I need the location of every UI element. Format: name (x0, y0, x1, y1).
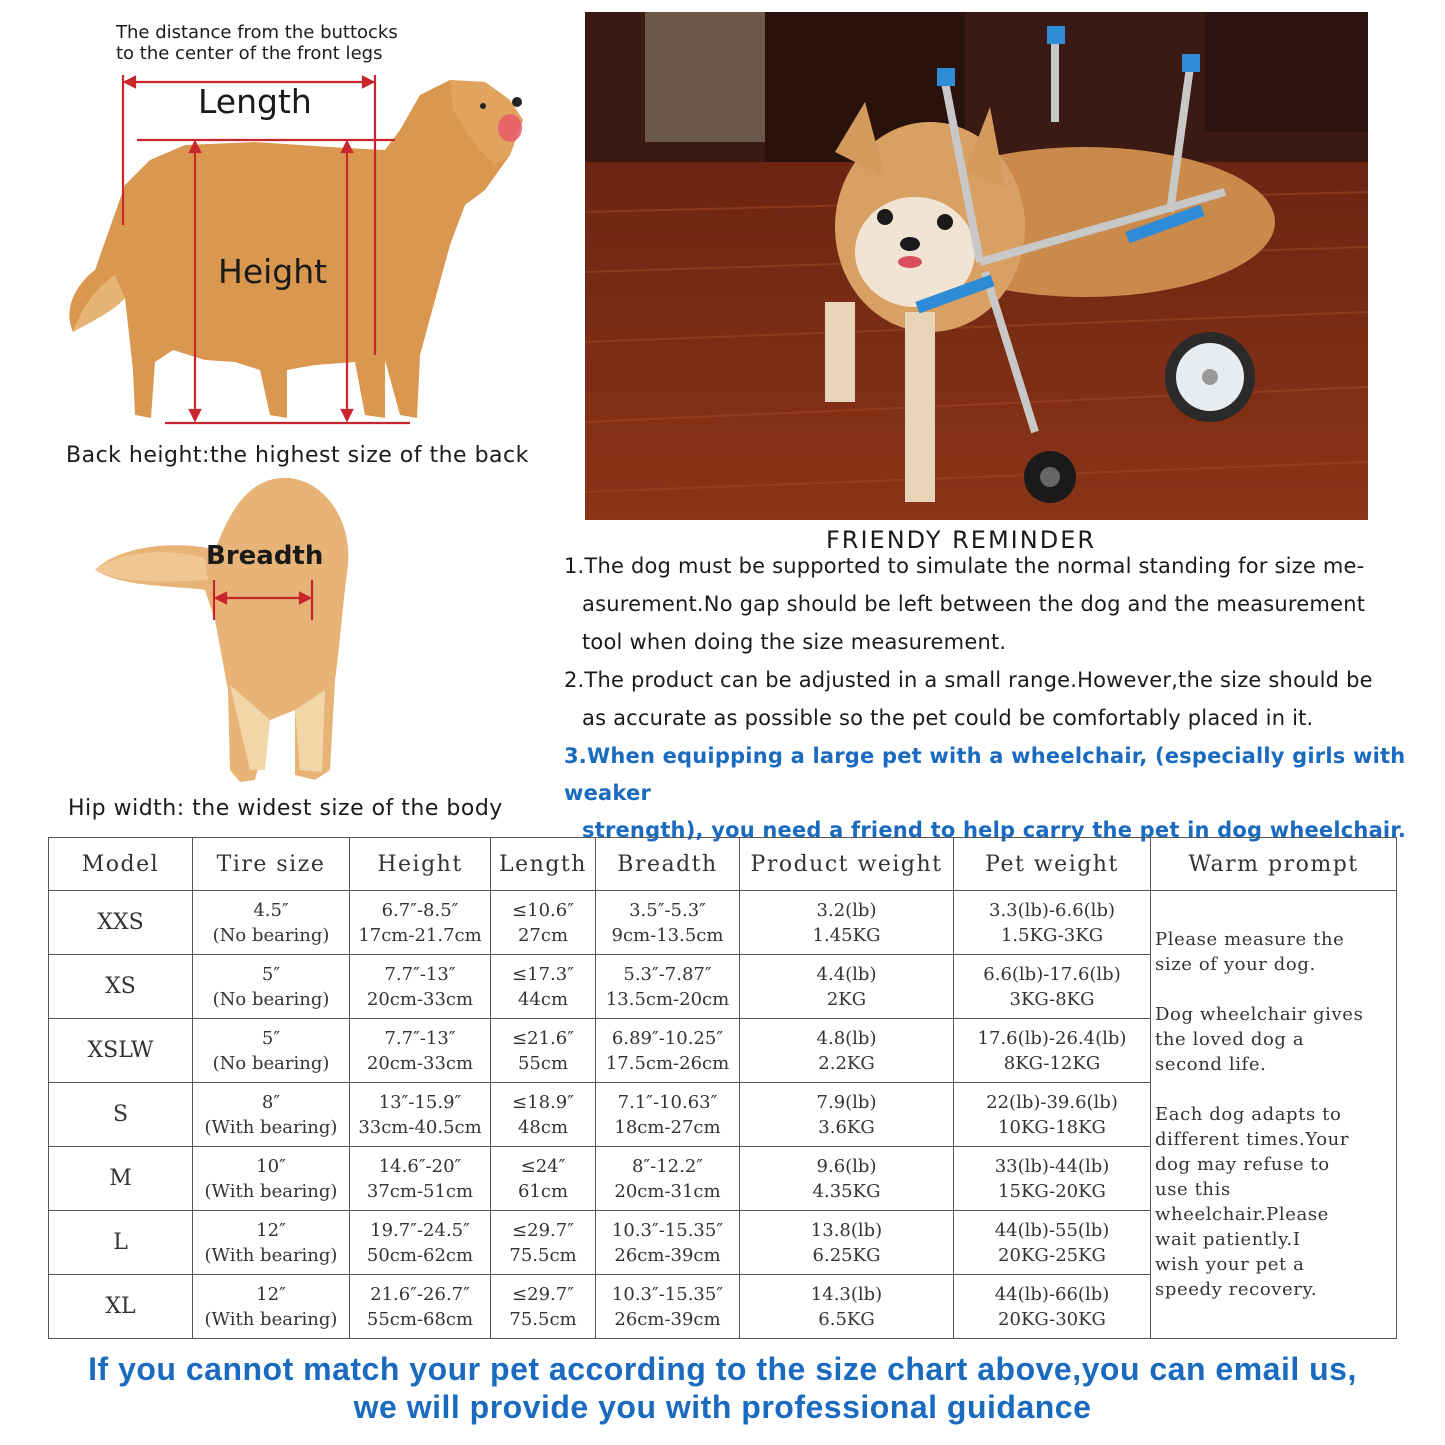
height-label: Height (218, 252, 328, 291)
reminder-item-2 (564, 661, 1424, 737)
tire-bearing: (No bearing) (212, 988, 330, 1010)
breadth-cm: 9cm-13.5cm (611, 924, 724, 946)
size-chart-table (48, 837, 1397, 1339)
breadth-cell (596, 1019, 740, 1083)
warm-prompt-cell (1151, 891, 1397, 1339)
height-cell (350, 1083, 491, 1147)
pet-weight-cell (954, 1275, 1151, 1339)
tire-bearing: (With bearing) (204, 1308, 338, 1330)
height-cm: 33cm-40.5cm (358, 1116, 482, 1138)
reminder-item-3-line1: 3.When equipping a large pet with a wheelchair, (especially girls with weaker (564, 744, 1406, 805)
breadth-cell (596, 1275, 740, 1339)
pet-weight-lb: 44(lb)-55(lb) (994, 1219, 1110, 1241)
warm-line: Each dog adapts to (1155, 1104, 1342, 1125)
breadth-inch: 3.5″-5.3″ (629, 899, 706, 921)
warm-paragraph-2 (1155, 1002, 1392, 1077)
warm-line: size of your dog. (1155, 954, 1316, 975)
length-cell (491, 1019, 596, 1083)
footer-notice (0, 1350, 1445, 1426)
pet-weight-lb: 6.6(lb)-17.6(lb) (983, 963, 1121, 985)
reminder-title: FRIENDY REMINDER (826, 526, 1097, 554)
warm-paragraph-1 (1155, 927, 1392, 977)
breadth-cm: 17.5cm-26cm (605, 1052, 730, 1074)
footer-line-1: If you cannot match your pet according to the size chart above,you can email us, (88, 1351, 1357, 1387)
hip-width-note: Hip width: the widest size of the body (68, 796, 503, 821)
reminder-item-1-line3: tool when doing the size measurement. (582, 630, 1007, 654)
reminder-item-2-line2: as accurate as possible so the pet could be comfortably placed in it. (582, 706, 1314, 730)
pet-weight-cell (954, 955, 1151, 1019)
length-cm: 27cm (517, 924, 569, 946)
product-weight-cell (740, 1083, 954, 1147)
height-cm: 37cm-51cm (366, 1180, 474, 1202)
height-inch: 7.7″-13″ (384, 963, 456, 985)
length-cell (491, 1147, 596, 1211)
length-cell (491, 1211, 596, 1275)
pet-weight-lb: 17.6(lb)-26.4(lb) (977, 1027, 1127, 1049)
height-inch: 21.6″-26.7″ (370, 1283, 470, 1305)
product-weight-kg: 3.6KG (818, 1116, 875, 1138)
golden-retriever-side-image (69, 80, 523, 418)
breadth-inch: 10.3″-15.35″ (611, 1219, 724, 1241)
tire-value: 12″ (256, 1219, 286, 1241)
tire-cell (193, 1019, 350, 1083)
length-cm: 61cm (517, 1180, 569, 1202)
product-weight-lb: 3.2(lb) (816, 899, 877, 921)
pet-weight-kg: 20KG-30KG (998, 1308, 1106, 1330)
reminder-item-1 (564, 547, 1424, 661)
golden-retriever-rear-image (95, 478, 348, 782)
measure-caption-line2: to the center of the front legs (116, 43, 383, 64)
tire-bearing: (No bearing) (212, 1052, 330, 1074)
tire-value: 8″ (261, 1091, 281, 1113)
dog-rear-illustration (90, 470, 360, 790)
header-tire-size: Tire size (193, 838, 350, 891)
warm-line: use this (1155, 1179, 1231, 1200)
height-cell (350, 1275, 491, 1339)
tire-cell (193, 955, 350, 1019)
product-weight-kg: 1.45KG (812, 924, 881, 946)
warm-line: Dog wheelchair gives (1155, 1004, 1364, 1025)
length-cm: 55cm (517, 1052, 569, 1074)
model-cell: XXS (49, 891, 193, 955)
tire-value: 10″ (256, 1155, 286, 1177)
warm-line: second life. (1155, 1054, 1267, 1075)
height-inch: 19.7″-24.5″ (370, 1219, 470, 1241)
footer-line-2: we will provide you with professional guidance (353, 1389, 1092, 1425)
height-cell (350, 891, 491, 955)
model-cell: XL (49, 1275, 193, 1339)
breadth-cm: 20cm-31cm (614, 1180, 721, 1202)
pet-weight-cell (954, 891, 1151, 955)
height-cm: 20cm-33cm (366, 1052, 474, 1074)
pet-weight-cell (954, 1019, 1151, 1083)
height-cm: 20cm-33cm (366, 988, 474, 1010)
breadth-cell (596, 891, 740, 955)
product-weight-lb: 4.8(lb) (816, 1027, 877, 1049)
length-inch: ≤17.3″ (512, 963, 574, 985)
header-height: Height (350, 838, 491, 891)
length-inch: ≤24″ (520, 1155, 566, 1177)
length-cell (491, 1275, 596, 1339)
breadth-cm: 26cm-39cm (614, 1308, 721, 1330)
reminder-item-1-line1: 1.The dog must be supported to simulate the normal standing for size me- (564, 554, 1365, 578)
breadth-cell (596, 1147, 740, 1211)
length-inch: ≤29.7″ (512, 1219, 574, 1241)
product-weight-kg: 6.25KG (812, 1244, 881, 1266)
length-cell (491, 1083, 596, 1147)
height-cm: 17cm-21.7cm (358, 924, 482, 946)
warm-line: wheelchair.Please (1155, 1204, 1329, 1225)
breadth-inch: 7.1″-10.63″ (617, 1091, 718, 1113)
height-cm: 55cm-68cm (366, 1308, 474, 1330)
height-inch: 14.6″-20″ (378, 1155, 462, 1177)
pet-weight-kg: 20KG-25KG (998, 1244, 1106, 1266)
header-breadth: Breadth (596, 838, 740, 891)
warm-line: speedy recovery. (1155, 1279, 1318, 1300)
length-inch: ≤29.7″ (512, 1283, 574, 1305)
measure-caption-line1: The distance from the buttocks (116, 22, 398, 43)
pet-weight-lb: 33(lb)-44(lb) (994, 1155, 1110, 1177)
height-cell (350, 1019, 491, 1083)
breadth-cm: 13.5cm-20cm (605, 988, 730, 1010)
tire-cell (193, 1083, 350, 1147)
product-weight-kg: 4.35KG (812, 1180, 881, 1202)
tire-value: 4.5″ (253, 899, 289, 921)
breadth-inch: 10.3″-15.35″ (611, 1283, 724, 1305)
table-header-row (49, 838, 1397, 891)
header-model: Model (49, 838, 193, 891)
length-cell (491, 955, 596, 1019)
pet-weight-kg: 1.5KG-3KG (1000, 924, 1104, 946)
breadth-inch: 8″-12.2″ (631, 1155, 704, 1177)
length-inch: ≤21.6″ (512, 1027, 574, 1049)
height-cell (350, 1147, 491, 1211)
tire-cell (193, 1211, 350, 1275)
tire-bearing: (With bearing) (204, 1244, 338, 1266)
breadth-cell (596, 955, 740, 1019)
length-cm: 75.5cm (509, 1244, 577, 1266)
product-weight-cell (740, 955, 954, 1019)
product-weight-lb: 14.3(lb) (810, 1283, 883, 1305)
warm-paragraph-3 (1155, 1102, 1392, 1302)
model-cell: XSLW (49, 1019, 193, 1083)
height-cm: 50cm-62cm (366, 1244, 474, 1266)
pet-weight-cell (954, 1083, 1151, 1147)
model-cell: XS (49, 955, 193, 1019)
pet-weight-lb: 3.3(lb)-6.6(lb) (989, 899, 1115, 921)
product-weight-kg: 2KG (826, 988, 867, 1010)
tire-value: 5″ (261, 963, 281, 985)
tire-value: 12″ (256, 1283, 286, 1305)
pet-weight-cell (954, 1211, 1151, 1275)
product-weight-lb: 9.6(lb) (816, 1155, 877, 1177)
warm-line: different times.Your (1155, 1129, 1350, 1150)
height-inch: 13″-15.9″ (378, 1091, 462, 1113)
pet-weight-kg: 3KG-8KG (1009, 988, 1095, 1010)
length-inch: ≤18.9″ (512, 1091, 574, 1113)
tire-cell (193, 1147, 350, 1211)
tire-bearing: (With bearing) (204, 1116, 338, 1138)
product-weight-lb: 13.8(lb) (810, 1219, 883, 1241)
pet-weight-lb: 22(lb)-39.6(lb) (986, 1091, 1118, 1113)
back-height-note: Back height:the highest size of the back (66, 443, 529, 468)
product-weight-lb: 4.4(lb) (816, 963, 877, 985)
model-cell: M (49, 1147, 193, 1211)
breadth-cm: 18cm-27cm (614, 1116, 721, 1138)
model-cell: L (49, 1211, 193, 1275)
length-inch: ≤10.6″ (512, 899, 574, 921)
breadth-label: Breadth (206, 541, 324, 571)
model-cell: S (49, 1083, 193, 1147)
reminder-item-1-line2: asurement.No gap should be left between the dog and the measurement (582, 592, 1366, 616)
header-length: Length (491, 838, 596, 891)
reminder-item-3-line2: strength), you need a friend to help carry the pet in dog wheelchair. (582, 818, 1407, 842)
dog-in-wheelchair-photo (585, 12, 1368, 520)
header-warm-prompt: Warm prompt (1151, 838, 1397, 891)
tire-cell (193, 891, 350, 955)
warm-line: wish your pet a (1155, 1254, 1305, 1275)
height-cell (350, 1211, 491, 1275)
pet-weight-kg: 8KG-12KG (1003, 1052, 1101, 1074)
warm-line: dog may refuse to (1155, 1154, 1330, 1175)
height-cell (350, 955, 491, 1019)
pet-weight-lb: 44(lb)-66(lb) (994, 1283, 1110, 1305)
reminder-item-2-line1: 2.The product can be adjusted in a small range.However,the size should be (564, 668, 1373, 692)
product-weight-lb: 7.9(lb) (816, 1091, 877, 1113)
length-label: Length (198, 82, 312, 121)
warm-line: wait patiently.I (1155, 1229, 1301, 1250)
length-cell (491, 891, 596, 955)
tire-bearing: (With bearing) (204, 1180, 338, 1202)
height-inch: 7.7″-13″ (384, 1027, 456, 1049)
breadth-inch: 5.3″-7.87″ (623, 963, 712, 985)
product-weight-kg: 6.5KG (818, 1308, 875, 1330)
breadth-cm: 26cm-39cm (614, 1244, 721, 1266)
length-cm: 75.5cm (509, 1308, 577, 1330)
pet-weight-kg: 10KG-18KG (998, 1116, 1106, 1138)
pet-weight-cell (954, 1147, 1151, 1211)
breadth-cell (596, 1211, 740, 1275)
tire-bearing: (No bearing) (212, 924, 330, 946)
warm-line: Please measure the (1155, 929, 1345, 950)
breadth-cell (596, 1083, 740, 1147)
pet-weight-kg: 15KG-20KG (998, 1180, 1106, 1202)
breadth-inch: 6.89″-10.25″ (611, 1027, 724, 1049)
length-cm: 48cm (517, 1116, 569, 1138)
length-cm: 44cm (517, 988, 569, 1010)
header-product-weight: Product weight (740, 838, 954, 891)
table-row (49, 891, 1397, 955)
product-weight-cell (740, 1211, 954, 1275)
product-weight-cell (740, 1275, 954, 1339)
warm-line: the loved dog a (1155, 1029, 1305, 1050)
header-pet-weight: Pet weight (954, 838, 1151, 891)
reminder-item-3 (564, 738, 1424, 849)
tire-cell (193, 1275, 350, 1339)
measure-caption (116, 22, 436, 64)
product-weight-kg: 2.2KG (818, 1052, 875, 1074)
product-weight-cell (740, 1019, 954, 1083)
product-weight-cell (740, 1147, 954, 1211)
height-inch: 6.7″-8.5″ (381, 899, 459, 921)
product-weight-cell (740, 891, 954, 955)
tire-value: 5″ (261, 1027, 281, 1049)
